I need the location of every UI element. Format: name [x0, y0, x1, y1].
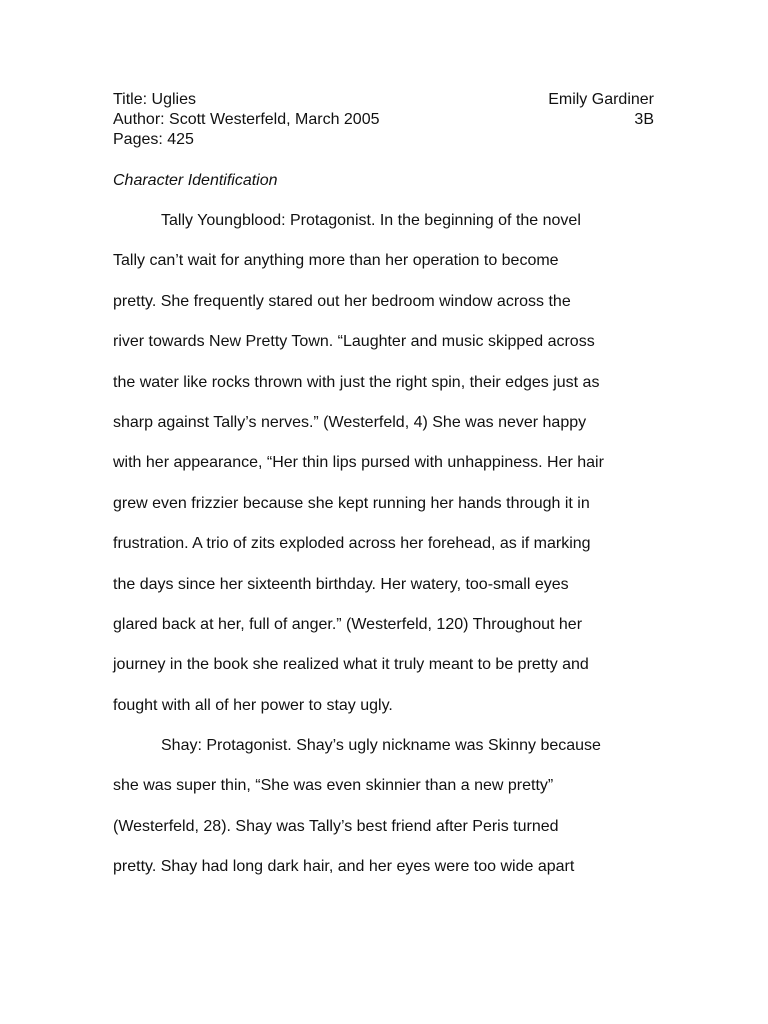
pages-line: Pages: 425: [113, 131, 194, 148]
paragraph-1-line: with her appearance, “Her thin lips pursed with unhappiness. Her hair: [113, 454, 604, 472]
paragraph-1-line: journey in the book she realized what it truly meant to be pretty and: [113, 656, 589, 674]
paragraph-1-line: grew even frizzier because she kept running her hands through it in: [113, 494, 590, 512]
paragraph-2-line: Shay: Protagonist. Shay’s ugly nickname was Skinny because: [161, 737, 601, 755]
paragraph-1-line: the days since her sixteenth birthday. Her watery, too-small eyes: [113, 575, 569, 593]
paragraph-1-line: Tally can’t wait for anything more than her operation to become: [113, 252, 559, 270]
paragraph-1-line: river towards New Pretty Town. “Laughter and music skipped across: [113, 333, 595, 351]
paragraph-1-line: Tally Youngblood: Protagonist. In the beginning of the novel: [161, 212, 581, 229]
author-line: Author: Scott Westerfeld, March 2005: [113, 111, 380, 128]
paragraph-2-line: (Westerfeld, 28). Shay was Tally’s best friend after Peris turned: [113, 817, 559, 835]
title-line: Title: Uglies: [113, 91, 196, 108]
header-row-2: [113, 110, 654, 130]
header-row-1: [113, 90, 654, 110]
paragraph-1-line: frustration. A trio of zits exploded across her forehead, as if marking: [113, 535, 591, 553]
body-text: [113, 201, 654, 888]
document-page: [113, 90, 654, 888]
paragraph-1-line: fought with all of her power to stay ugly.: [113, 696, 393, 714]
paragraph-2-line: she was super thin, “She was even skinnier than a new pretty”: [113, 777, 554, 795]
paragraph-2-line: pretty. Shay had long dark hair, and her eyes were too wide apart: [113, 858, 575, 876]
paragraph-1-line: pretty. She frequently stared out her bedroom window across the: [113, 292, 571, 310]
paragraph-1-line: the water like rocks thrown with just the right spin, their edges just as: [113, 373, 600, 391]
section-heading: Character Identification: [113, 172, 278, 189]
student-name: Emily Gardiner: [548, 91, 654, 108]
header-row-3: [113, 130, 654, 150]
paragraph-1-line: glared back at her, full of anger.” (Westerfeld, 120) Throughout her: [113, 615, 583, 633]
paragraph-1-line: sharp against Tally’s nerves.” (Westerfeld, 4) She was never happy: [113, 413, 587, 431]
class-section: 3B: [634, 111, 654, 128]
